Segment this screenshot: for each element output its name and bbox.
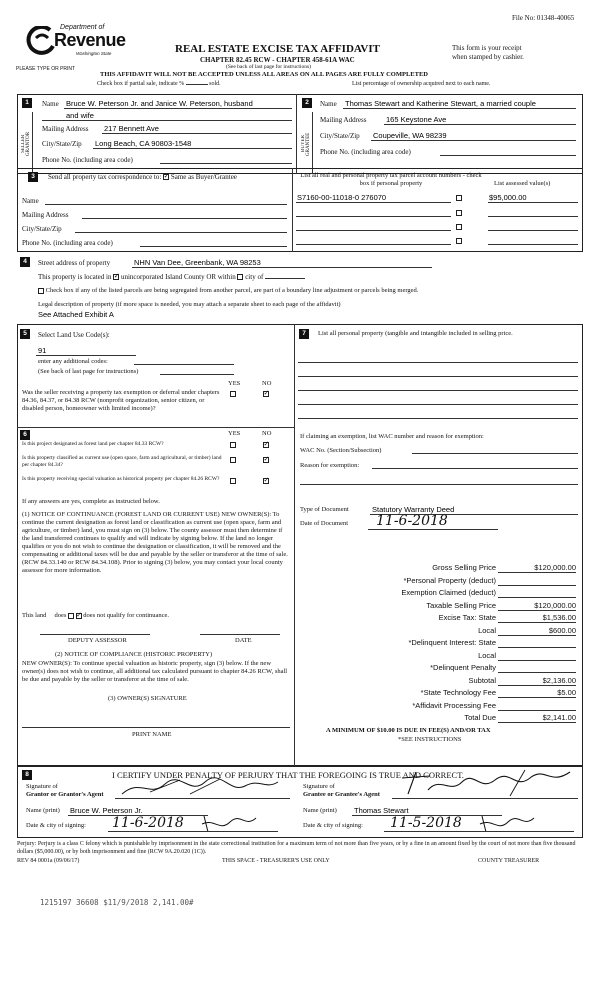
tax-row-label: Subtotal: [468, 675, 496, 685]
deputy-assessor-label: DEPUTY ASSESSOR: [68, 637, 127, 644]
notice-of-continuance: (1) NOTICE OF CONTINUANCE (FOREST LAND OR CURRENT USE) NEW OWNER(S): To continue the current designation as forest land or classification as current use (open space, farm and agriculture, or timber) land, you must sign on (3) below. The county assessor must then determine if the land transferred continues to qualify and will indicate by signing below. If the land no longer qualifies or you do not wish to continue the designation or classification, it will be removed and the compensating or additional taxes will be due and payable by the seller or transferor at the time of sale. (RCW 84.33.140 or RCW 84.34.108). Prior to signing (3) below, you may contact your local county assessor for more information.: [22, 511, 288, 574]
tax-row-label: Excise Tax: State: [438, 613, 496, 622]
legal-label: Legal description of property (if more space is needed, you may attach a separate sheet to each page of the affidavit): [38, 301, 341, 308]
logo-word: Revenue: [54, 30, 126, 50]
section-5-number: 5: [20, 329, 30, 339]
tax-row: [300, 713, 578, 726]
tax-row-label: Total Due: [464, 713, 496, 722]
tax-row-label: *Delinquent Interest: State: [408, 638, 496, 647]
street-label: Street address of property: [38, 259, 111, 267]
unincorporated-checkbox[interactable]: [113, 274, 119, 280]
s6-yes-header: YES: [228, 430, 241, 437]
doc-date-label: Date of Document: [300, 520, 349, 527]
s5-exemption-no-checkbox[interactable]: [263, 391, 269, 397]
file-number: File No: 01348-40065: [512, 14, 575, 22]
tax-row: [300, 663, 578, 676]
buyer-city-label: City/State/Zip: [320, 132, 360, 140]
grantor-name-label: Name (print): [26, 807, 60, 814]
s5-no-header: NO: [262, 380, 272, 387]
does-not-label: does not: [83, 612, 106, 619]
buyer-address-label: Mailing Address: [320, 116, 367, 124]
section-3-number: 3: [28, 172, 38, 182]
print-name-label: PRINT NAME: [132, 731, 172, 738]
doc-date[interactable]: 11-6-2018: [376, 513, 448, 529]
tax-row: [300, 676, 578, 689]
buyer-name-label: Name: [320, 100, 337, 108]
tax-row-value[interactable]: [498, 651, 576, 661]
parcel-2-personal-checkbox[interactable]: [456, 210, 462, 216]
state-label: Washington State: [76, 51, 112, 56]
tax-row-label: *Delinquent Penalty: [430, 663, 496, 672]
forest-land-question: Is this project designated as forest land per chapter 84.33 RCW?: [22, 441, 164, 447]
segregated-line: [38, 287, 418, 294]
tax-row-label: *State Technology Fee: [420, 688, 496, 697]
warning-text: THIS AFFIDAVIT WILL NOT BE ACCEPTED UNLESS ALL AREAS ON ALL PAGES ARE FULLY COMPLETED: [100, 71, 428, 78]
same-as-buyer-label: Same as Buyer/Grantee: [170, 173, 237, 181]
current-use-question: Is this property classified as current use (open space, farm and agricultural, or timber) land per chapter 84.34?: [22, 455, 222, 468]
seller-address-label: Mailing Address: [42, 125, 89, 133]
department-logo: [26, 24, 126, 66]
legal-value[interactable]: See Attached Exhibit A: [38, 310, 114, 319]
additional-codes-label: enter any additional codes:: [38, 358, 108, 365]
tax-row-label: Gross Selling Price: [432, 563, 496, 572]
perjury-notice: Perjury: Perjury is a class C felony which is punishable by imprisonment in the state correctional institution for a maximum term of not more than five years, or by a fine in an amount fixed by the court of not more than five thousand dollars ($5,000.00), or by both imprisonment and fine (RCW 9A.20.020 (1C)).: [17, 841, 576, 855]
segregated-text: Check box if any of the listed parcels are being segregated from another parcel, are part of a boundary line adjustment or parcels being merged.: [45, 287, 419, 294]
receipt-line-1: This form is your receipt: [452, 44, 522, 52]
buyer-name[interactable]: Thomas Stewart and Katherine Stewart, a married couple: [345, 99, 536, 108]
pct-ownership-label: List percentage of ownership acquired next to each name.: [352, 81, 491, 87]
same-as-buyer-checkbox[interactable]: [163, 174, 169, 180]
tax-row: [300, 576, 578, 589]
tax-row: [300, 651, 578, 664]
tax-row-value[interactable]: [498, 588, 576, 598]
form-title: REAL ESTATE EXCISE TAX AFFIDAVIT: [175, 43, 380, 55]
tax-row-value[interactable]: $2,136.00: [498, 676, 576, 686]
continuance-line: [22, 612, 169, 619]
form-revision: REV 84 0001a (09/06/17): [17, 858, 80, 864]
parcel-3-personal-checkbox[interactable]: [456, 224, 462, 230]
located-pre: This property is located in: [38, 273, 112, 281]
grantor-print-name[interactable]: Bruce W. Peterson Jr.: [70, 806, 143, 815]
tax-row-value[interactable]: $2,141.00: [498, 713, 576, 723]
section-1-number: 1: [22, 98, 32, 108]
tax-row-value[interactable]: [498, 663, 576, 673]
grantee-name-label: Name (print): [303, 807, 337, 814]
segregated-checkbox[interactable]: [38, 288, 44, 294]
parcel-4-personal-checkbox[interactable]: [456, 238, 462, 244]
treasurer-stamp: 1215197 36608 $11/9/2018 2,141.00#: [40, 898, 194, 907]
current-use-yes-checkbox[interactable]: [230, 457, 236, 463]
grantor-sig-label-2: Grantor or Grantor's Agent: [26, 791, 104, 798]
qualify-label: qualify for continuance.: [106, 612, 170, 619]
this-land-label: This land: [22, 612, 47, 619]
city-checkbox[interactable]: [237, 274, 243, 280]
located-post: city of: [245, 273, 264, 281]
seller-name[interactable]: Bruce W. Peterson Jr. and Janice W. Peterson, husband: [66, 99, 253, 108]
doc-type-label: Type of Document: [300, 506, 349, 513]
parcel-1-personal-checkbox[interactable]: [456, 195, 462, 201]
certify-text: I CERTIFY UNDER PENALTY OF PERJURY THAT THE FOREGOING IS TRUE AND CORRECT.: [112, 770, 464, 780]
grantee-date[interactable]: 11-5-2018: [390, 815, 462, 831]
land-use-code[interactable]: 91: [38, 346, 47, 355]
tax-row-label: Local: [478, 625, 496, 635]
s5-exemption-yes-checkbox[interactable]: [230, 391, 236, 397]
see-instructions: *SEE INSTRUCTIONS: [398, 736, 462, 743]
tax-row-label: Taxable Selling Price: [426, 600, 496, 610]
grantee-signature-icon: [400, 768, 575, 800]
buyer-side-label: BUYER GRANTEE: [301, 132, 311, 156]
sold-label: sold.: [209, 81, 221, 87]
reason-label: Reason for exemption:: [300, 462, 360, 469]
grantor-signature-icon: [120, 776, 280, 800]
parcel-header: List all real and personal property tax parcel account numbers - check box if personal property: [300, 172, 482, 187]
land-use-label: Select Land Use Code(s):: [38, 331, 110, 339]
tax-row: [300, 688, 578, 701]
tax-table: [300, 563, 578, 726]
exemption-claim-label: If claiming an exemption, list WAC number and reason for exemption:: [300, 433, 484, 440]
tax-row-value[interactable]: [498, 638, 576, 648]
receipt-line-2: when stamped by cashier.: [452, 53, 524, 61]
property-street[interactable]: NHN Van Dee, Greenbank, WA 98253: [134, 258, 261, 267]
seller-name-line-2[interactable]: and wife: [66, 111, 94, 120]
s3-name-label: Name: [22, 197, 39, 205]
seller-city[interactable]: Long Beach, CA 90803-1548: [95, 139, 192, 148]
if-yes-text: If any answers are yes, complete as instructed below.: [22, 498, 160, 505]
forest-no-checkbox[interactable]: [263, 442, 269, 448]
section-7-number: 7: [299, 329, 309, 339]
tax-row: [300, 563, 578, 576]
historic-no-checkbox[interactable]: [263, 478, 269, 484]
tax-row-value[interactable]: $600.00: [498, 626, 576, 636]
buyer-address[interactable]: 165 Keystone Ave: [386, 115, 447, 124]
grantor-date[interactable]: 11-6-2018: [112, 815, 184, 831]
section-6-number: 6: [20, 430, 30, 440]
county-treasurer-label: COUNTY TREASURER: [478, 858, 540, 864]
grantee-sig-label-1: Signature of: [303, 783, 335, 790]
tax-row-label: Local: [478, 650, 496, 660]
tax-row-label: Exemption Claimed (deduct): [401, 588, 496, 597]
s5-yes-header: YES: [228, 380, 241, 387]
grantee-date-label: Date & city of signing:: [303, 822, 363, 829]
revenue-logo-icon: [26, 26, 56, 56]
back-note: (See back of last page for instructions): [226, 64, 311, 70]
treasurer-space-label: THIS SPACE - TREASURER'S USE ONLY: [222, 858, 330, 864]
wac-label: WAC No. (Section/Subsection): [300, 447, 382, 454]
owner-signature-label: (3) OWNER(S) SIGNATURE: [108, 695, 187, 702]
tax-row-label: *Personal Property (deduct): [403, 575, 496, 585]
grantee-print-name[interactable]: Thomas Stewart: [354, 806, 409, 815]
form-subtitle: CHAPTER 82.45 RCW - CHAPTER 458-61A WAC: [200, 56, 355, 64]
s3-phone-label: Phone No. (including area code): [22, 239, 113, 247]
exemption-question: Was the seller receiving a property tax exemption or deferral under chapters 84.36, 84.37, or 84.38 RCW (nonprofit organization, senior citizen, or disabled person, homeowner with limited income)?: [22, 389, 220, 412]
tax-row-value[interactable]: $120,000.00: [498, 601, 576, 611]
seller-city-label: City/State/Zip: [42, 140, 82, 148]
please-type: PLEASE TYPE OR PRINT: [16, 66, 76, 72]
tax-row-value[interactable]: [498, 576, 576, 586]
section-8-number: 8: [22, 770, 32, 780]
s5-back-note: (See back of last page for instructions): [38, 368, 139, 375]
partial-sale: [97, 81, 221, 87]
tax-row: [300, 701, 578, 714]
grantor-date-label: Date & city of signing:: [26, 822, 86, 829]
location-line: [38, 273, 305, 281]
seller-name-label: Name: [42, 100, 59, 108]
current-use-no-checkbox[interactable]: [263, 457, 269, 463]
tax-row-value[interactable]: $120,000.00: [498, 563, 576, 573]
section-2-number: 2: [302, 98, 312, 108]
does-label: does: [54, 612, 67, 619]
assessed-value[interactable]: $95,000.00: [489, 193, 527, 202]
minimum-fee-text: A MINIMUM OF $10.00 IS DUE IN FEE(S) AND/OR TAX: [326, 727, 491, 734]
send-correspondence: [48, 173, 237, 181]
s6-no-header: NO: [262, 430, 272, 437]
grantee-sig-label-2: Grantee or Grantee's Agent: [303, 791, 380, 798]
located-mid: unincorporated Island County OR within: [120, 273, 236, 281]
seller-address[interactable]: 217 Bennett Ave: [104, 124, 159, 133]
notice-of-compliance: NEW OWNER(S): To continue special valuation as historic property, sign (3) below. If the new owner(s) does not wish to continue, all additional tax calculated pursuant to chapter 84.26 RCW, shall be due and payable by the seller or transferor at the time of sale.: [22, 660, 288, 683]
s3-address-label: Mailing Address: [22, 211, 69, 219]
dept-label: Department of: [60, 24, 105, 31]
assessed-header: List assessed value(s): [494, 180, 551, 187]
seller-phone-label: Phone No. (including area code): [42, 156, 133, 164]
forest-yes-checkbox[interactable]: [230, 442, 236, 448]
deputy-date-label: DATE: [235, 637, 252, 644]
buyer-phone-label: Phone No. (including area code): [320, 148, 411, 156]
buyer-city[interactable]: Coupeville, WA 98239: [373, 131, 447, 140]
tax-row-value[interactable]: $1,536.00: [498, 613, 576, 623]
tax-row: [300, 613, 578, 626]
tax-row: [300, 626, 578, 639]
grantor-sig-label-1: Signature of: [26, 783, 58, 790]
doc-type[interactable]: Statutory Warranty Deed: [372, 505, 455, 514]
tax-row-value[interactable]: $5.00: [498, 688, 576, 698]
historic-question: Is this property receiving special valuation as historical property per chapter 84.26 RCW?: [22, 476, 220, 482]
seller-side-label: SELLER GRANTOR: [21, 131, 31, 157]
historic-yes-checkbox[interactable]: [230, 478, 236, 484]
tax-row-value[interactable]: [498, 701, 576, 711]
parcel-number[interactable]: S7160-00-11018-0 276070: [297, 193, 387, 202]
notice-compliance-title: (2) NOTICE OF COMPLIANCE (HISTORIC PROPERTY): [55, 651, 213, 658]
tax-row: [300, 588, 578, 601]
send-label: Send all property tax correspondence to:: [48, 173, 162, 181]
tax-row: [300, 601, 578, 614]
tax-row-label: *Affidavit Processing Fee: [412, 700, 496, 710]
s3-city-label: City/State/Zip: [22, 225, 62, 233]
partial-sale-label: Check box if partial sale, indicate %: [97, 81, 185, 87]
does-not-qualify-checkbox[interactable]: [76, 613, 82, 619]
tax-row: [300, 638, 578, 651]
personal-property-label: List all personal property (tangible and intangible included in selling price.: [318, 330, 513, 337]
does-qualify-checkbox[interactable]: [68, 613, 74, 619]
section-4-number: 4: [20, 257, 30, 267]
